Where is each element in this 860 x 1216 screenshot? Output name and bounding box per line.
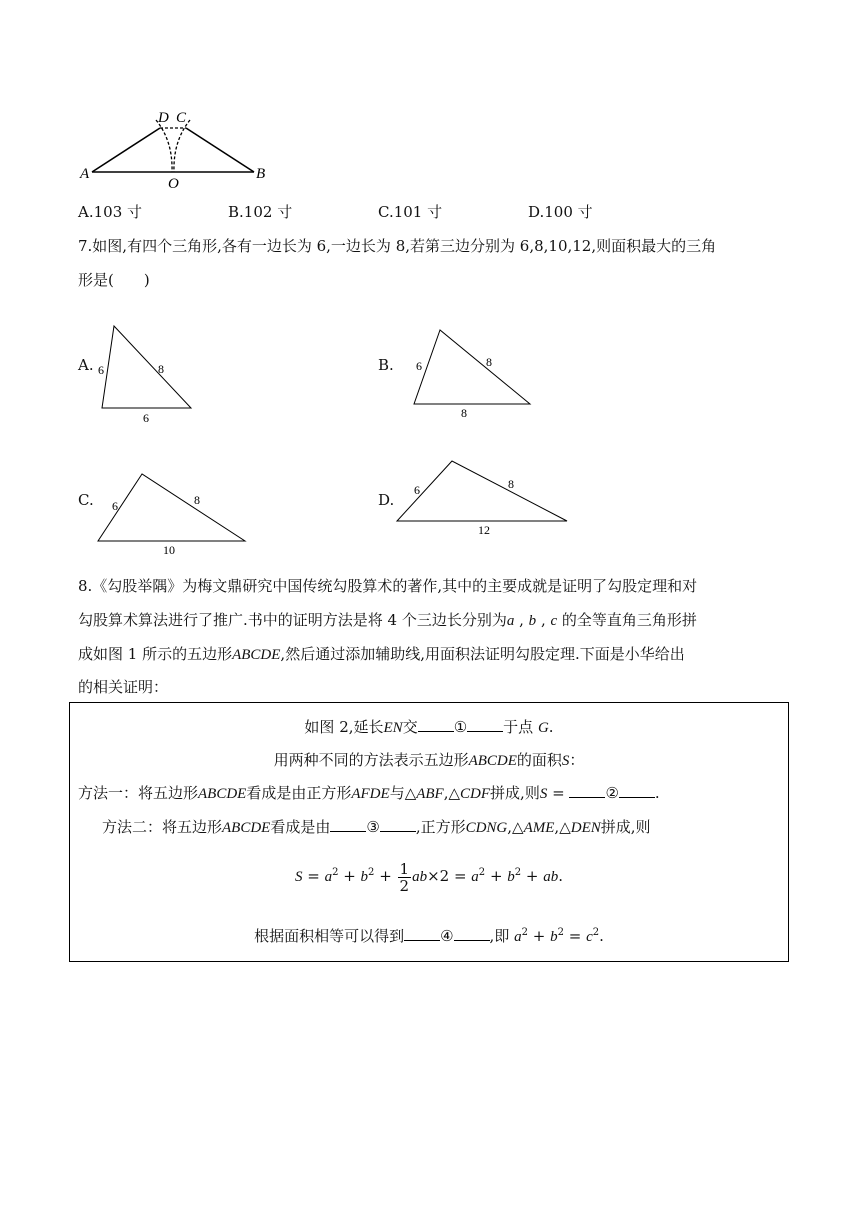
q7-option-d-letter[interactable]: D. <box>378 491 395 509</box>
proof-row-conclusion: 根据面积相等可以得到 ④ ,即 $a^2 + b^2 = c^2$. <box>254 927 604 945</box>
q6-option-d[interactable]: D.100 寸 <box>528 203 593 221</box>
proof-row-method1: 方法一：将五边形ABCDE看成是由正方形AFDE与△ABF,△CDF拼成,则S = ② . <box>78 784 660 802</box>
q7a-side-right: 8 <box>158 362 164 376</box>
q7-option-d-triangle[interactable] <box>392 454 574 538</box>
q7a-side-base: 6 <box>143 411 149 425</box>
q6-option-c[interactable]: C.101 寸 <box>378 203 443 221</box>
q7-option-c-triangle[interactable] <box>90 466 254 560</box>
blank-1-right[interactable] <box>467 717 503 732</box>
proof-row-method2: 方法二：将五边形ABCDE看成是由 ③ ,正方形CDNG,△AME,△DEN拼成,则 <box>102 818 651 836</box>
q7-text-line2: 形是( ) <box>78 271 150 289</box>
blank-marker-4: ④ <box>440 927 454 945</box>
q7-text-line1: 7.如图,有四个三角形,各有一边长为 6,一边长为 8,若第三边分别为 6,8,10,12,则面积最大的三角 <box>78 237 717 255</box>
blank-3-left[interactable] <box>330 817 366 832</box>
q8-text-line3: 成如图 1 所示的五边形ABCDE,然后通过添加辅助线,用面积法证明勾股定理.下面是小华给出 <box>78 645 685 663</box>
blank-3-right[interactable] <box>380 817 416 832</box>
q7d-side-right: 8 <box>508 477 514 491</box>
blank-marker-3: ③ <box>366 818 380 836</box>
q7d-side-base: 12 <box>478 523 490 537</box>
q7-option-b-letter[interactable]: B. <box>378 356 394 374</box>
q6-figure <box>78 106 278 190</box>
q8-text-line4: 的相关证明： <box>78 678 169 696</box>
q7c-side-base: 10 <box>163 543 175 557</box>
blank-marker-2: ② <box>605 784 619 802</box>
q8-text-line2: 勾股算术算法进行了推广.书中的证明方法是将 4 个三边长分别为a , b , c 的全等直角三角形拼 <box>78 611 697 629</box>
blank-marker-1: ① <box>453 718 468 736</box>
blank-4-right[interactable] <box>454 926 490 941</box>
q7-option-c-letter[interactable]: C. <box>78 491 94 509</box>
blank-2-right[interactable] <box>619 783 655 798</box>
blank-1-left[interactable] <box>418 717 454 732</box>
q7b-side-base: 8 <box>461 406 467 420</box>
label-c: C <box>176 110 187 126</box>
q7b-side-left: 6 <box>416 359 422 373</box>
blank-4-left[interactable] <box>404 926 440 941</box>
proof-row-two-methods: 用两种不同的方法表示五边形ABCDE的面积S： <box>273 751 585 769</box>
q7-option-a-triangle[interactable] <box>90 320 200 428</box>
fraction-one-half: $\frac{1}{2}$ <box>399 859 410 895</box>
label-a: A <box>80 166 90 182</box>
arc-left-dashed <box>156 120 172 172</box>
q6-option-a[interactable]: A.103 寸 <box>78 203 142 221</box>
q7-option-b-triangle[interactable] <box>404 320 538 424</box>
label-b: B <box>256 166 266 182</box>
q7-option-a-letter[interactable]: A. <box>78 356 94 374</box>
proof-box <box>69 702 789 962</box>
segment-ad <box>92 128 160 172</box>
label-o: O <box>168 176 179 190</box>
segment-cb <box>186 128 254 172</box>
q7b-side-right: 8 <box>486 355 492 369</box>
proof-row-extend: 如图 2,延长EN交 ① 于点 G. <box>304 718 554 736</box>
q8-text-line1: 8.《勾股举隅》为梅文鼎研究中国传统勾股算术的著作,其中的主要成就是证明了勾股定理和对 <box>78 577 698 595</box>
proof-formula: $S = a^2 + b^2$ + $\frac{1}{2}$ $ab\times 2 = a^2 + b^2$ + ab. <box>294 859 564 895</box>
q7c-side-right: 8 <box>194 493 200 507</box>
blank-2-left[interactable] <box>569 783 605 798</box>
q6-option-b[interactable]: B.102 寸 <box>228 203 293 221</box>
q7c-side-left: 6 <box>112 499 118 513</box>
q7d-side-left: 6 <box>414 483 420 497</box>
label-d: D <box>158 110 169 126</box>
q7a-side-left: 6 <box>98 363 104 377</box>
